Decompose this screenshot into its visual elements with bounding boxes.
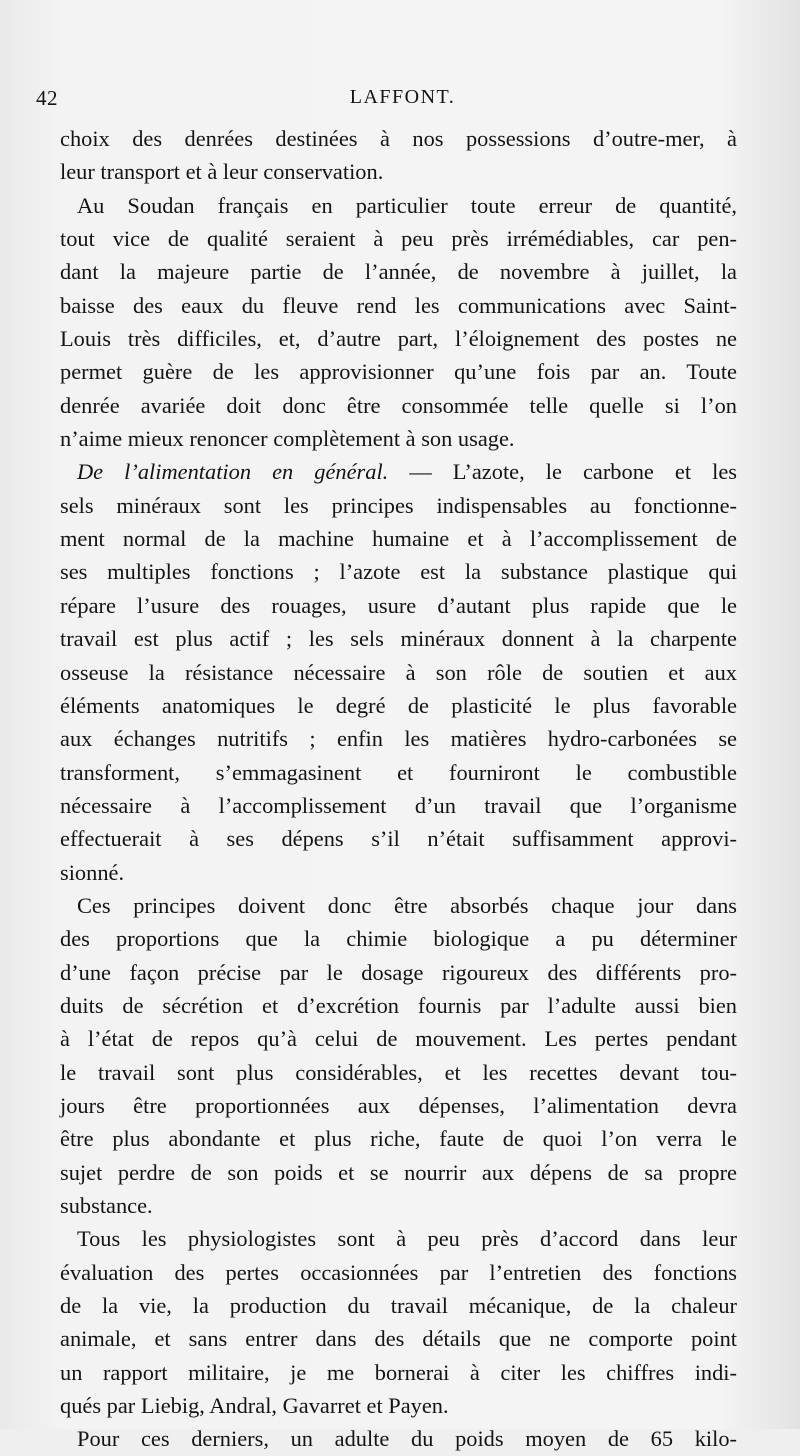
text-line: de la vie, la production du travail mécanique, de la chaleur (60, 1293, 737, 1319)
text-line: sels minéraux sont les principes indispensables au fonctionne- (60, 492, 737, 518)
text-line: éléments anatomiques le degré de plasticité le plus favorable (60, 692, 737, 718)
text-line: Pour ces derniers, un adulte du poids moyen de 65 kilo- (77, 1426, 737, 1452)
text-line: denrée avariée doit donc être consommée telle quelle si l’on (60, 392, 737, 418)
text-line: d’une façon précise par le dosage rigoureux des différents pro- (60, 959, 737, 985)
running-head: LAFFONT. (349, 86, 456, 108)
section-heading: De l’alimentation en général. (77, 459, 389, 485)
text-line: le travail sont plus considérables, et les recettes devant tou- (60, 1059, 737, 1085)
line-text: — L’azote, le carbone et les (388, 459, 737, 485)
text-line: Au Soudan français en particulier toute erreur de quantité, (77, 192, 737, 218)
text-line: choix des denrées destinées à nos possessions d’outre-mer, à (60, 126, 737, 151)
text-line: Louis très difficiles, et, d’autre part, l’éloignement des postes ne (60, 326, 737, 352)
text-line: transforment, s’emmagasinent et fourniront le combustible (60, 759, 737, 785)
text-line: osseuse la résistance nécessaire à son rôle de soutien et aux (60, 659, 737, 685)
text-line: n’aime mieux renoncer complètement à son usage. (60, 426, 515, 452)
text-line: être plus abondante et plus riche, faute de quoi l’on verra le (60, 1126, 737, 1152)
text-line: des proportions que la chimie biologique a pu déterminer (60, 926, 737, 952)
text-line: à l’état de repos qu’à celui de mouvement. Les pertes pendant (60, 1026, 737, 1052)
text-line: répare l’usure des rouages, usure d’autant plus rapide que le (60, 592, 737, 618)
text-line: duits de sécrétion et d’excrétion fournis par l’adulte aussi bien (60, 992, 737, 1018)
text-line: sionné. (60, 859, 125, 885)
text-line: permet guère de les approvisionner qu’une fois par an. Toute (60, 359, 737, 385)
page-header (36, 86, 769, 116)
text-line: baisse des eaux du fleuve rend les communications avec Saint- (60, 292, 737, 318)
text-line: dant la majeure partie de l’année, de novembre à juillet, la (60, 259, 737, 285)
text-line: Ces principes doivent donc être absorbés chaque jour dans (77, 892, 737, 918)
page-number: 42 (36, 86, 58, 110)
text-line: travail est plus actif ; les sels minéraux donnent à la charpente (60, 626, 737, 652)
body-text (60, 122, 737, 1456)
text-line: qués par Liebig, Andral, Gavarret et Payen. (60, 1393, 449, 1419)
text-line: ses multiples fonctions ; l’azote est la substance plastique qui (60, 559, 737, 585)
text-line: nécessaire à l’accomplissement d’un travail que l’organisme (60, 792, 737, 818)
text-line: effectuerait à ses dépens s’il n’était suffisamment approvi- (60, 826, 737, 852)
text-line: aux échanges nutritifs ; enfin les matières hydro-carbonées se (60, 726, 737, 752)
text-line: jours être proportionnées aux dépenses, l’alimentation devra (60, 1092, 737, 1118)
text-line: sujet perdre de son poids et se nourrir aux dépens de sa propre (60, 1159, 737, 1185)
text-line: Tous les physiologistes sont à peu près d’accord dans leur (77, 1226, 737, 1252)
text-line: animale, et sans entrer dans des détails que ne comporte point (60, 1326, 737, 1352)
text-line (60, 455, 737, 488)
text-line: évaluation des pertes occasionnées par l’entretien des fonctions (60, 1259, 737, 1285)
text-line: leur transport et à leur conservation. (60, 159, 384, 185)
text-line: un rapport militaire, je me bornerai à citer les chiffres indi- (60, 1359, 737, 1385)
text-line: tout vice de qualité seraient à peu près irrémédiables, car pen- (60, 226, 737, 252)
text-line: ment normal de la machine humaine et à l’accomplissement de (60, 526, 737, 552)
text-line: substance. (60, 1193, 153, 1218)
